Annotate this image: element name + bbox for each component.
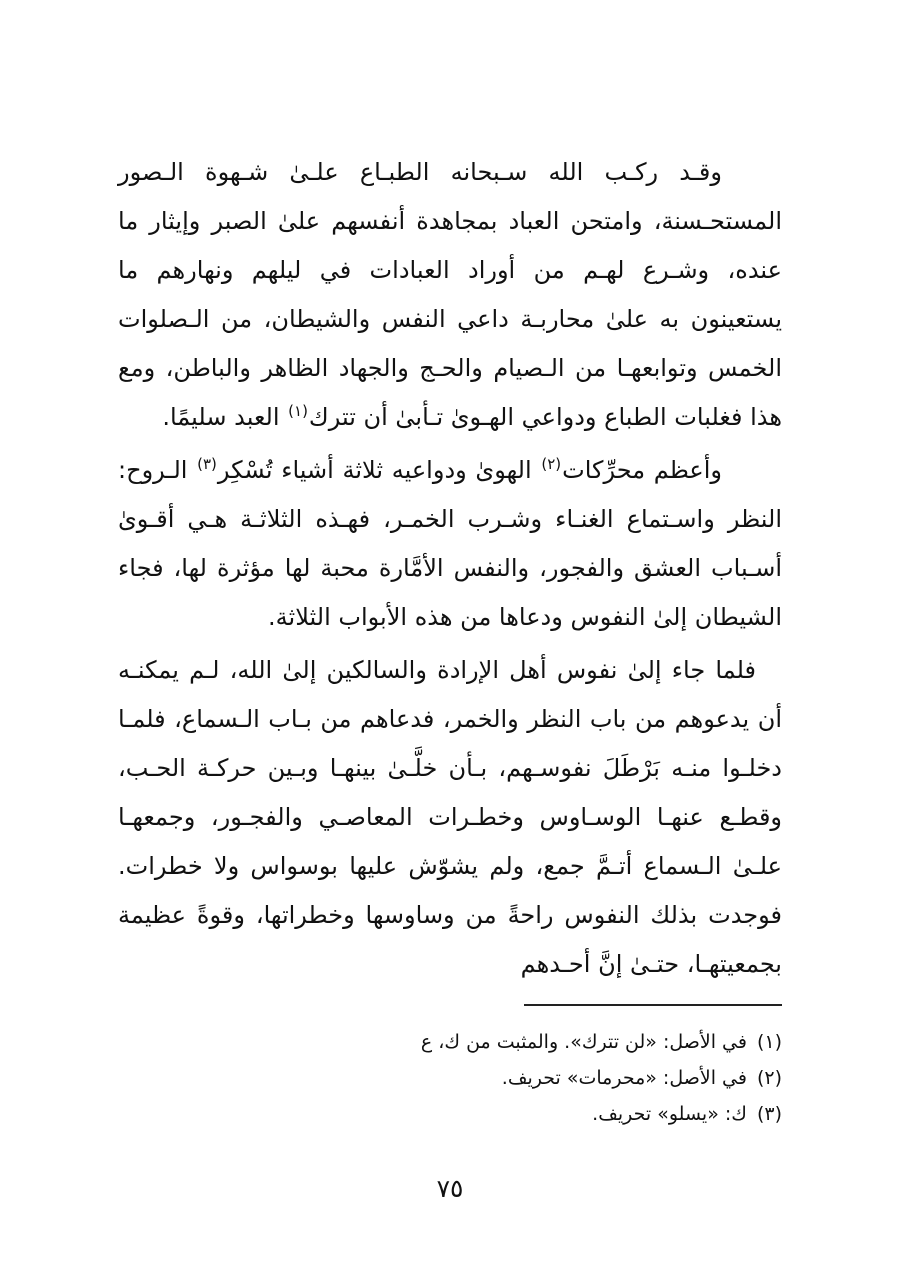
footnote-2 [118,1060,782,1096]
footnote-3-number: (٣) [756,1103,782,1125]
footnote-2-number: (٢) [756,1067,782,1089]
footnote-2-text: في الأصل: «محرمات» تحريف. [501,1067,747,1089]
paragraph-2-text-c: الـروح: النظر واسـتماع الغنـاء وشـرب الخمـر، فهـذه الثلاثـة هـي أقـوىٰ أسـباب العشق والفجور، والنفس الأمَّارة محبة لها مؤثرة لها، فجاء الشيطان إلىٰ النفوس ودعاها من هذه الأبواب الثلاثة. [118,456,782,631]
footnote-3-text: ك: «يسلو» تحريف. [592,1103,747,1125]
footnote-divider [524,1004,782,1006]
main-text [118,148,782,993]
paragraph-1 [118,148,782,442]
paragraph-1-text-a: وقـد ركـب الله سـبحانه الطبـاع علـىٰ شـهوة الـصور المستحـسنة، وامتحن العباد بمجاهدة أنفسهم علىٰ الصبر وإيثار ما عنده، وشـرع لهـم من أوراد العبادات في ليلهم ونهارهم ما يستعينون به علىٰ محاربـة داعي النفس والشيطان، من الـصلوات الخمس وتوابعهـا من الـصيام والحـج والجهاد الظاهر والباطن، ومع هذا فغلبات الطباع ودواعي الهـوىٰ تـأبىٰ أن تترك [118,158,782,431]
paragraph-3 [118,646,782,989]
footnote-1-text: في الأصل: «لن تترك». والمثبت من ك، ع [420,1031,747,1053]
paragraph-2-text-b: الهوىٰ ودواعيه ثلاثة أشياء تُسْكِر [217,456,541,484]
footnote-ref-2: (٢) [541,455,562,473]
footnote-ref-1: (١) [288,402,308,420]
footnote-ref-3: (٣) [197,455,217,473]
paragraph-1-text-b: العبد سليمًا. [162,403,288,431]
footnote-3 [118,1096,782,1132]
footnote-1-number: (١) [756,1031,782,1053]
paragraph-3-text: فلما جاء إلىٰ نفوس أهل الإرادة والسالكين إلىٰ الله، لـم يمكنـه أن يدعوهم من باب النظر والخمر، فدعاهم من بـاب الـسماع، فلمـا دخلـوا منـه بَرْطَلَ نفوسـهم، بـأن خلَّـىٰ بينهـا وبـين حركـة الحـب، وقطـع عنهـا الوسـاوس وخطـرات المعاصـي والفجـور، وجمعهـا علـىٰ الـسماع أتـمَّ جمع، ولم يشوّش عليها بوسواس ولا خطرات. فوجدت بذلك النفوس راحةً من وساوسها وخطراتها، وقوةً عظيمة بجمعيتهـا، حتـىٰ إنَّ أحـدهم [118,656,782,978]
paragraph-2-text-a: وأعظم محرِّكات [562,456,722,484]
footnotes [118,1024,782,1132]
page-number: ٧٥ [436,1174,464,1203]
footnote-1 [118,1024,782,1060]
paragraph-2 [118,446,782,642]
